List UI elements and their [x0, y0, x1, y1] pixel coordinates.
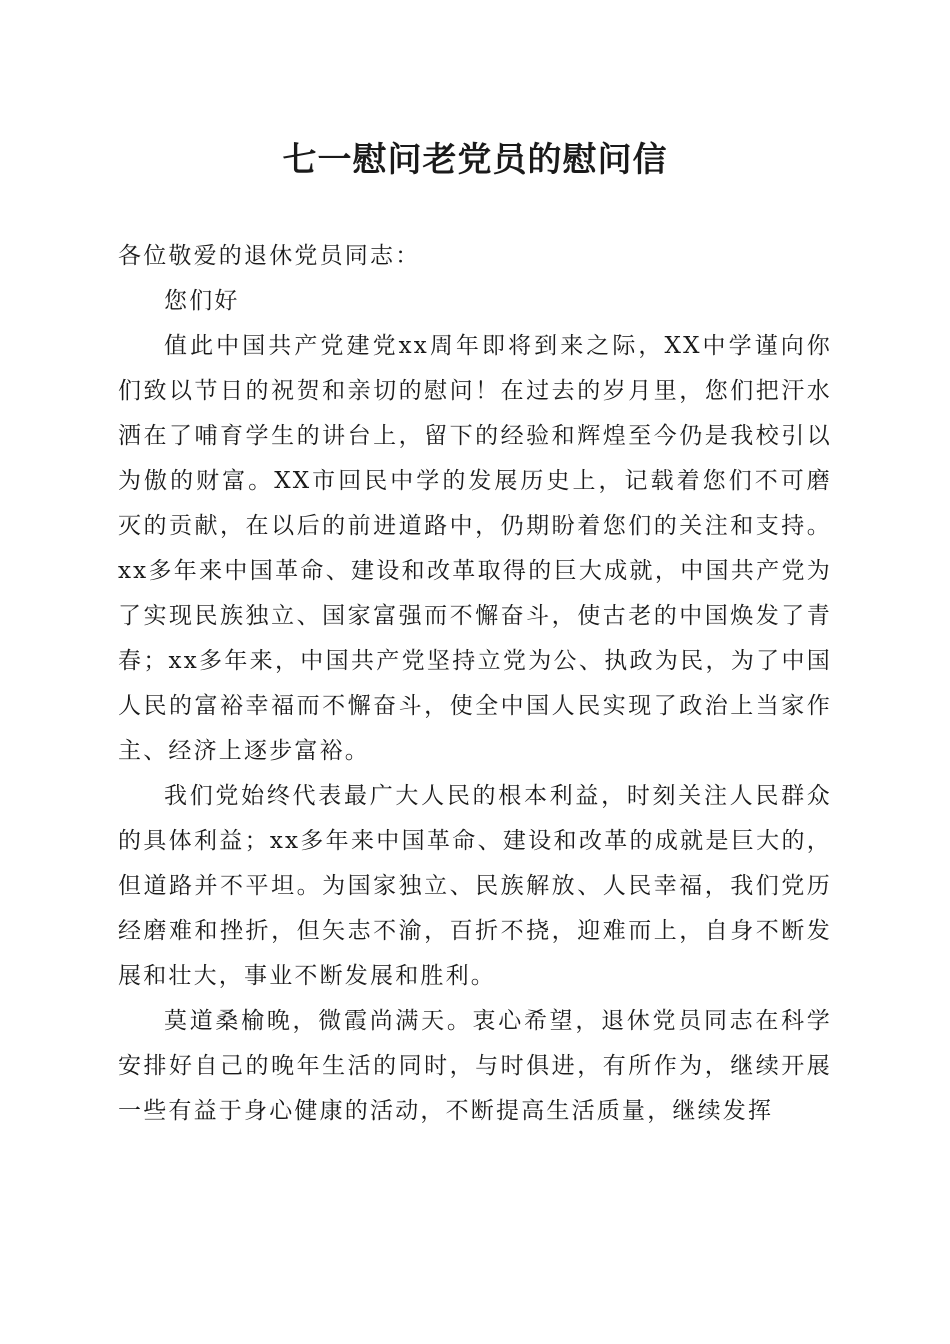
paragraph-3: 莫道桑榆晚，微霞尚满天。衷心希望，退休党员同志在科学安排好自己的晚年生活的同时，与时俱进，有所作为，继续开展一些有益于身心健康的活动，不断提高生活质量，继续发挥 [118, 1008, 832, 1124]
document-body [118, 234, 832, 1134]
paragraph-1: 值此中国共产党建党xx周年即将到来之际，XX中学谨向你们致以节日的祝贺和亲切的慰问！在过去的岁月里，您们把汗水洒在了哺育学生的讲台上，留下的经验和辉煌至今仍是我校引以为傲的财富。XX市回民中学的发展历史上，记载着您们不可磨灭的贡献，在以后的前进道路中，仍期盼着您们的关注和支持。xx多年来中国革命、建设和改革取得的巨大成就，中国共产党为了实现民族独立、国家富强而不懈奋斗，使古老的中国焕发了青春；xx多年来，中国共产党坚持立党为公、执政为民，为了中国人民的富裕幸福而不懈奋斗，使全中国人民实现了政治上当家作主、经济上逐步富裕。 [118, 333, 832, 764]
greeting: 您们好 [164, 288, 240, 314]
paragraph-2: 我们党始终代表最广大人民的根本利益，时刻关注人民群众的具体利益；xx多年来中国革命、建设和改革的成就是巨大的，但道路并不平坦。为国家独立、民族解放、人民幸福，我们党历经磨难和挫折，但矢志不渝，百折不挠，迎难而上，自身不断发展和壮大，事业不断发展和胜利。 [118, 783, 832, 989]
document-title: 七一慰问老党员的慰问信 [282, 140, 668, 180]
salutation: 各位敬爱的退休党员同志： [118, 243, 421, 269]
